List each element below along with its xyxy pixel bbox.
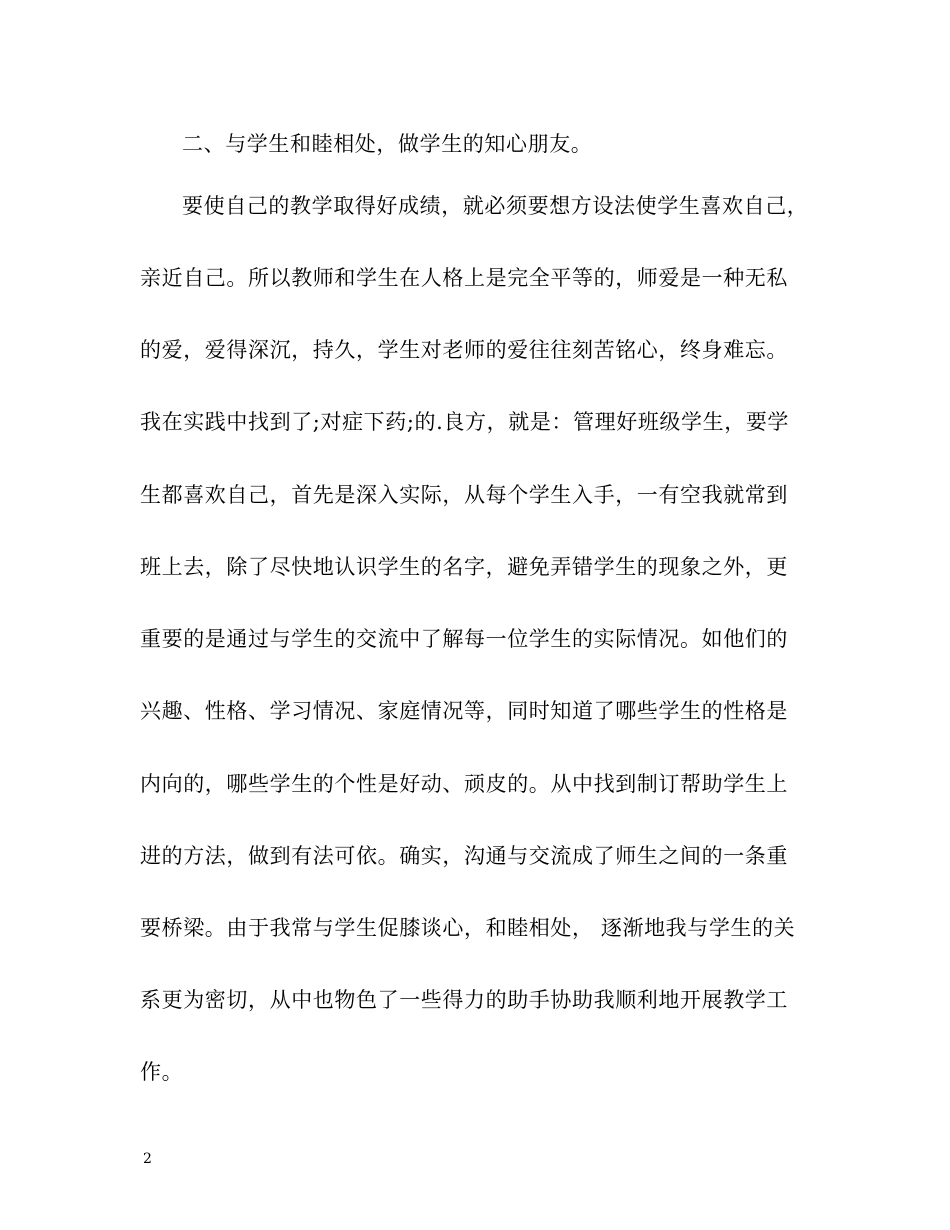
paragraph-line: 亲近自己。所以教师和学生在人格上是完全平等的，师爱是一种无私 <box>140 266 788 290</box>
paragraph-line: 的爱，爱得深沉，持久，学生对老师的爱往往刻苦铭心，终身难忘。 <box>140 338 788 362</box>
paragraph-line: 我在实践中找到了;对症下药;的.良方，就是：管理好班级学生，要学 <box>140 410 790 434</box>
paragraph-line: 内向的，哪些学生的个性是好动、顽皮的。从中找到制订帮助学生上 <box>140 772 788 796</box>
paragraph-line: 要桥梁。由于我常与学生促膝谈心，和睦相处， 逐渐地我与学生的关 <box>140 916 796 940</box>
paragraph-line: 要使自己的教学取得好成绩，就必须要想方设法使学生喜欢自己， <box>182 194 809 218</box>
page-number: 2 <box>143 1151 152 1167</box>
paragraph-line: 生都喜欢自己，首先是深入实际，从每个学生入手，一有空我就常到 <box>140 483 788 507</box>
paragraph-line: 进的方法，做到有法可依。确实，沟通与交流成了师生之间的一条重 <box>140 844 788 868</box>
paragraph-line: 兴趣、性格、学习情况、家庭情况等，同时知道了哪些学生的性格是 <box>140 699 788 723</box>
paragraph-line: 作。 <box>140 1060 184 1084</box>
paragraph-line: 班上去，除了尽快地认识学生的名字，避免弄错学生的现象之外，更 <box>140 555 788 579</box>
paragraph-line: 系更为密切，从中也物色了一些得力的助手协助我顺利地开展教学工 <box>140 988 788 1012</box>
section-heading: 二、与学生和睦相处，做学生的知心朋友。 <box>182 132 593 156</box>
paragraph-line: 重要的是通过与学生的交流中了解每一位学生的实际情况。如他们的 <box>140 627 788 651</box>
